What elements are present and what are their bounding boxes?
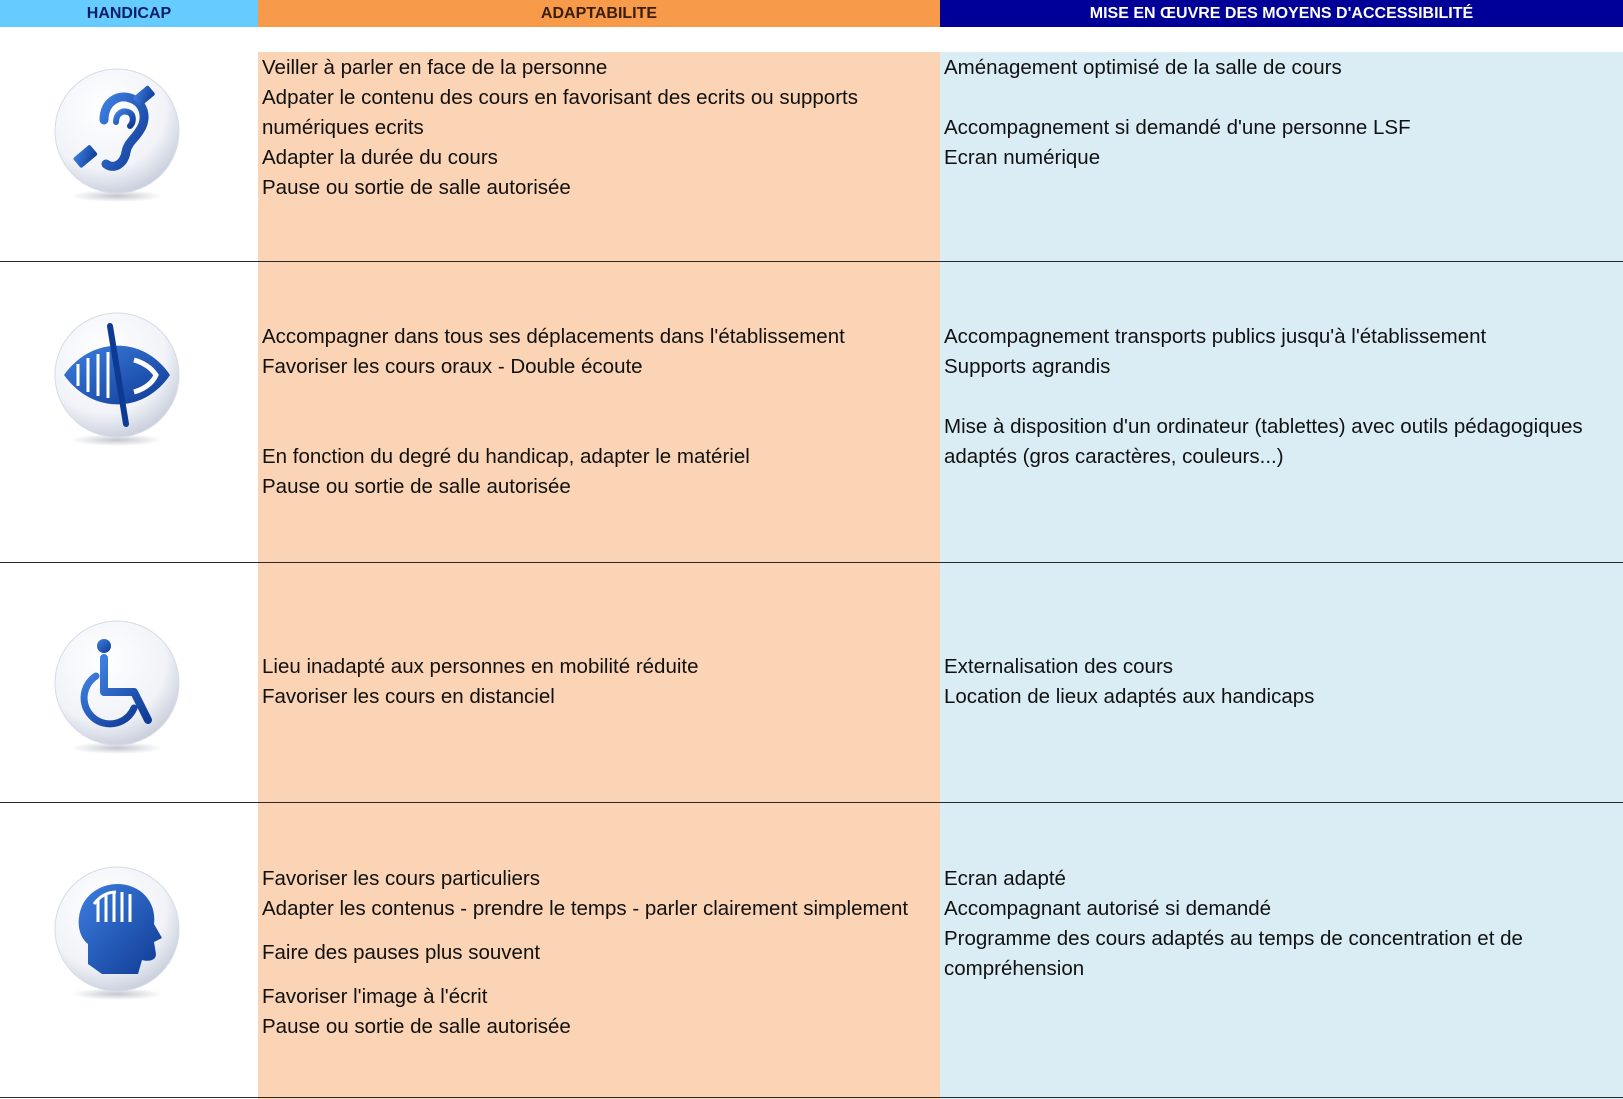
text-line: Aménagement optimisé de la salle de cours bbox=[944, 56, 1342, 79]
text-line: compréhension bbox=[944, 957, 1085, 980]
text-line: Externalisation des cours bbox=[944, 655, 1174, 678]
text-line: Favoriser les cours oraux - Double écoute bbox=[262, 355, 643, 378]
text-line: Accompagnement si demandé d'une personne LSF bbox=[944, 116, 1411, 139]
text-line: Accompagnant autorisé si demandé bbox=[944, 897, 1272, 920]
text-line: Pause ou sortie de salle autorisée bbox=[262, 475, 571, 498]
row-separator bbox=[0, 1097, 1623, 1098]
text-line: Pause ou sortie de salle autorisée bbox=[262, 176, 571, 199]
row-1-mise-en-oeuvre bbox=[944, 53, 1618, 173]
row-separator bbox=[0, 261, 1623, 262]
visual-impairment-icon bbox=[52, 312, 182, 448]
row-3-adaptabilite bbox=[262, 652, 936, 712]
text-line: Mise à disposition d'un ordinateur (tablettes) avec outils pédagogiques bbox=[944, 415, 1583, 438]
row-4-mise-en-oeuvre bbox=[944, 864, 1618, 984]
text-line: Veiller à parler en face de la personne bbox=[262, 56, 608, 79]
row-2-adaptabilite bbox=[262, 322, 936, 502]
text-line: Programme des cours adaptés au temps de concentration et de bbox=[944, 927, 1523, 950]
text-line: Adapter la durée du cours bbox=[262, 146, 498, 169]
text-line: Ecran adapté bbox=[944, 867, 1066, 890]
cognitive-impairment-icon bbox=[52, 866, 182, 1002]
text-line: Adapter les contenus - prendre le temps - parler clairement simplement bbox=[262, 897, 909, 920]
text-line: Accompagner dans tous ses déplacements dans l'établissement bbox=[262, 325, 845, 348]
row-4-adaptabilite bbox=[262, 864, 936, 1042]
text-line: Lieu inadapté aux personnes en mobilité réduite bbox=[262, 655, 699, 678]
row-separator bbox=[0, 802, 1623, 803]
wheelchair-icon bbox=[52, 620, 182, 756]
text-line: Accompagnement transports publics jusqu'à l'établissement bbox=[944, 325, 1487, 348]
row-separator bbox=[0, 562, 1623, 563]
hearing-impairment-icon bbox=[52, 68, 182, 204]
text-line: Pause ou sortie de salle autorisée bbox=[262, 1015, 571, 1038]
header-handicap: HANDICAP bbox=[0, 0, 258, 27]
row-1-adaptabilite bbox=[262, 53, 936, 203]
text-line: En fonction du degré du handicap, adapter le matériel bbox=[262, 445, 750, 468]
text-line: Ecran numérique bbox=[944, 146, 1101, 169]
row-2-mise-en-oeuvre bbox=[944, 322, 1618, 472]
text-line: Favoriser l'image à l'écrit bbox=[262, 985, 488, 1008]
text-line: adaptés (gros caractères, couleurs...) bbox=[944, 445, 1284, 468]
text-line: Favoriser les cours particuliers bbox=[262, 867, 540, 890]
text-line: Adpater le contenu des cours en favorisant des ecrits ou supports bbox=[262, 86, 858, 109]
text-line: Supports agrandis bbox=[944, 355, 1111, 378]
header-mise-en-oeuvre: MISE EN ŒUVRE DES MOYENS D'ACCESSIBILITÉ bbox=[940, 0, 1623, 27]
text-line: Faire des pauses plus souvent bbox=[262, 941, 541, 964]
header-adaptabilite: ADAPTABILITE bbox=[258, 0, 940, 27]
text-line: numériques ecrits bbox=[262, 116, 424, 139]
text-line: Favoriser les cours en distanciel bbox=[262, 685, 555, 708]
row-3-mise-en-oeuvre bbox=[944, 652, 1618, 712]
text-line: Location de lieux adaptés aux handicaps bbox=[944, 685, 1315, 708]
